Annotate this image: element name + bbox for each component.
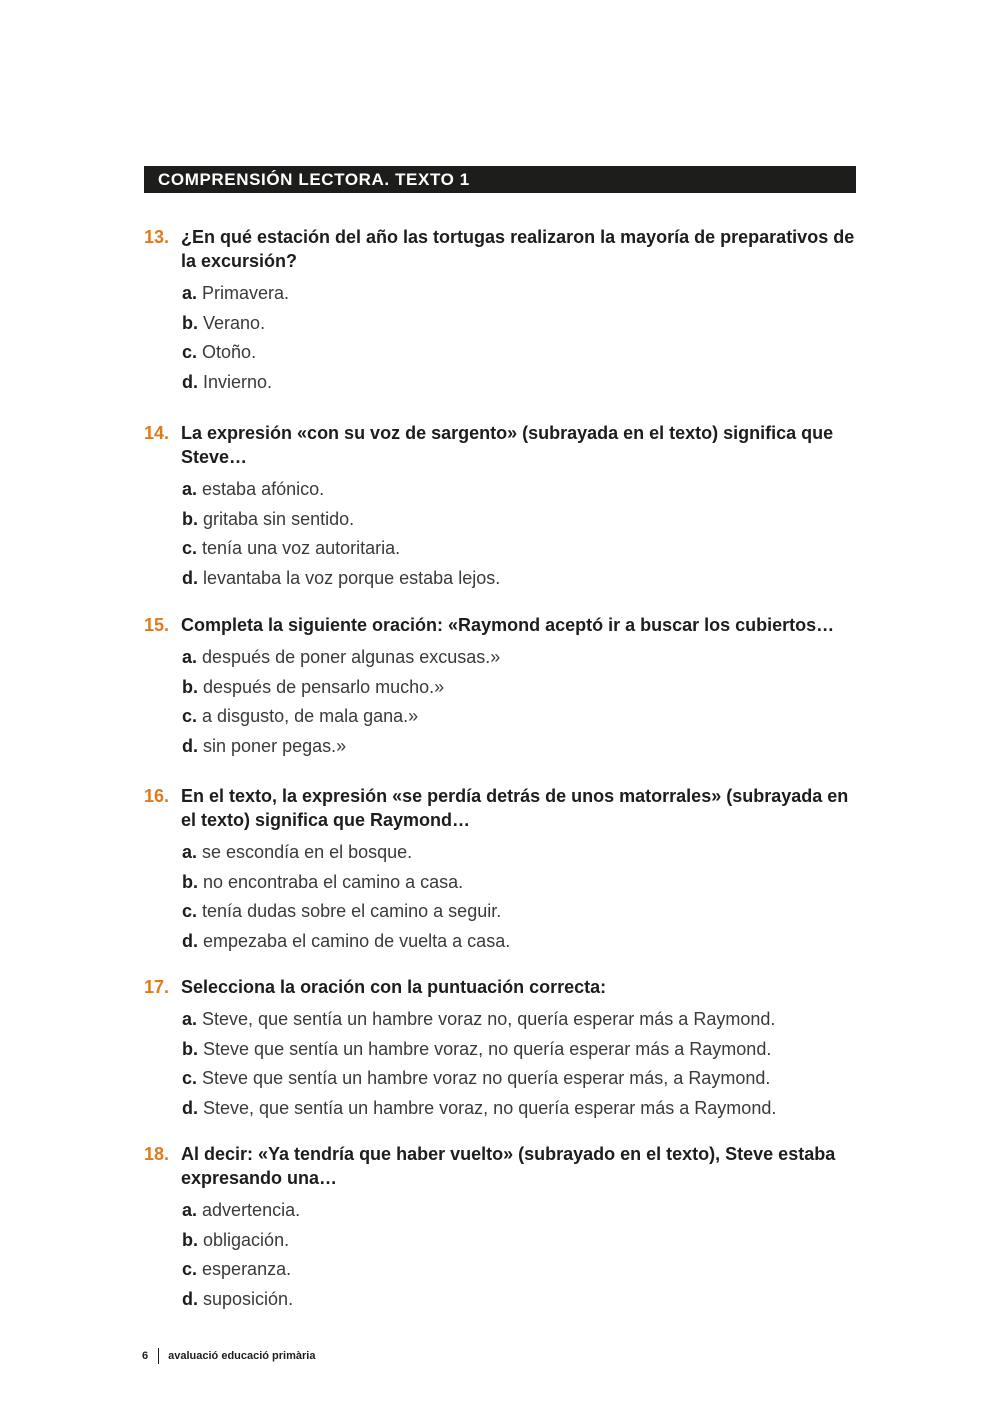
option-letter: a.	[182, 647, 198, 667]
option-text: esperanza.	[202, 1259, 292, 1279]
option-text: no encontraba el camino a casa.	[203, 871, 464, 892]
question-number: 13.	[144, 227, 170, 247]
option-letter: c.	[182, 901, 198, 921]
option-text: estaba afónico.	[202, 479, 325, 499]
option-letter: d.	[182, 735, 198, 756]
option-text: Verano.	[203, 312, 266, 333]
option-text: Otoño.	[202, 342, 257, 362]
option-letter: c.	[182, 1068, 198, 1088]
option-text: Steve, que sentía un hambre voraz, no quería esperar más a Raymond.	[203, 1097, 777, 1118]
answer-option[interactable]	[182, 564, 856, 594]
option-letter: a.	[182, 1009, 198, 1029]
footer-text: avaluació educació primària	[168, 1350, 316, 1362]
question-text: En el texto, la expresión «se perdía detrás de unos matorrales» (subrayada en el texto) significa que Raymond…	[181, 786, 849, 830]
question-number: 18.	[144, 1144, 170, 1164]
option-letter: c.	[182, 538, 198, 558]
answer-option[interactable]	[182, 338, 856, 368]
page-number: 6	[142, 1350, 149, 1362]
section-title: COMPRENSIÓN LECTORA. TEXTO 1	[144, 166, 856, 193]
option-letter: c.	[182, 1259, 198, 1279]
option-text: advertencia.	[202, 1200, 301, 1220]
answer-option[interactable]	[182, 1005, 856, 1035]
answer-option[interactable]	[182, 702, 856, 732]
option-letter: c.	[182, 706, 198, 726]
option-letter: b.	[182, 676, 198, 697]
question-18	[144, 1142, 856, 1314]
question-13	[144, 225, 856, 397]
option-letter: d.	[182, 1097, 198, 1118]
answer-option[interactable]	[182, 368, 856, 398]
option-text: Steve, que sentía un hambre voraz no, quería esperar más a Raymond.	[202, 1009, 776, 1029]
option-text: tenía una voz autoritaria.	[202, 538, 401, 558]
option-text: Steve que sentía un hambre voraz, no quería esperar más a Raymond.	[203, 1038, 772, 1059]
answer-option[interactable]	[182, 897, 856, 927]
option-letter: d.	[182, 567, 198, 588]
option-text: a disgusto, de mala gana.»	[202, 706, 419, 726]
option-letter: a.	[182, 479, 198, 499]
option-letter: a.	[182, 1200, 198, 1220]
option-text: gritaba sin sentido.	[203, 508, 355, 529]
answer-option[interactable]	[182, 1035, 856, 1065]
question-text: Al decir: «Ya tendría que haber vuelto» (subrayado en el texto), Steve estaba expresando una…	[181, 1144, 836, 1188]
answer-option[interactable]	[182, 505, 856, 535]
answer-option[interactable]	[182, 643, 856, 673]
option-letter: a.	[182, 283, 198, 303]
option-text: empezaba el camino de vuelta a casa.	[203, 930, 511, 951]
answer-option[interactable]	[182, 673, 856, 703]
answer-option[interactable]	[182, 279, 856, 309]
answer-option[interactable]	[182, 1255, 856, 1285]
answer-option[interactable]	[182, 868, 856, 898]
option-letter: b.	[182, 871, 198, 892]
answer-option[interactable]	[182, 475, 856, 505]
option-letter: d.	[182, 930, 198, 951]
option-letter: c.	[182, 342, 198, 362]
option-text: Primavera.	[202, 283, 290, 303]
option-letter: d.	[182, 371, 198, 392]
question-text: Completa la siguiente oración: «Raymond aceptó ir a buscar los cubiertos…	[181, 615, 835, 635]
answer-option[interactable]	[182, 1196, 856, 1226]
option-letter: b.	[182, 312, 198, 333]
answer-option[interactable]	[182, 1064, 856, 1094]
option-letter: a.	[182, 842, 198, 862]
answer-option[interactable]	[182, 309, 856, 339]
page-footer	[142, 1348, 315, 1364]
answer-option[interactable]	[182, 1285, 856, 1315]
question-number: 15.	[144, 615, 170, 635]
footer-divider	[158, 1348, 159, 1364]
answer-option[interactable]	[182, 927, 856, 957]
question-text: La expresión «con su voz de sargento» (subrayada en el texto) significa que Steve…	[181, 423, 834, 467]
option-text: tenía dudas sobre el camino a seguir.	[202, 901, 502, 921]
option-text: Invierno.	[203, 371, 273, 392]
option-letter: d.	[182, 1288, 198, 1309]
question-16	[144, 784, 856, 956]
option-text: obligación.	[203, 1229, 290, 1250]
option-text: después de poner algunas excusas.»	[202, 647, 501, 667]
answer-option[interactable]	[182, 732, 856, 762]
option-text: sin poner pegas.»	[203, 735, 347, 756]
question-text: Selecciona la oración con la puntuación correcta:	[181, 977, 607, 997]
question-number: 17.	[144, 977, 170, 997]
option-letter: b.	[182, 1038, 198, 1059]
option-letter: b.	[182, 1229, 198, 1250]
question-number: 16.	[144, 786, 170, 806]
answer-option[interactable]	[182, 1226, 856, 1256]
option-text: suposición.	[203, 1288, 294, 1309]
option-letter: b.	[182, 508, 198, 529]
option-text: levantaba la voz porque estaba lejos.	[203, 567, 501, 588]
question-15	[144, 613, 856, 761]
option-text: después de pensarlo mucho.»	[203, 676, 445, 697]
question-14	[144, 421, 856, 593]
answer-option[interactable]	[182, 1094, 856, 1124]
answer-option[interactable]	[182, 534, 856, 564]
question-text: ¿En qué estación del año las tortugas realizaron la mayoría de preparativos de la excursión?	[181, 227, 855, 271]
option-text: se escondía en el bosque.	[202, 842, 413, 862]
question-17	[144, 975, 856, 1123]
question-number: 14.	[144, 423, 170, 443]
option-text: Steve que sentía un hambre voraz no quería esperar más, a Raymond.	[202, 1068, 771, 1088]
answer-option[interactable]	[182, 838, 856, 868]
